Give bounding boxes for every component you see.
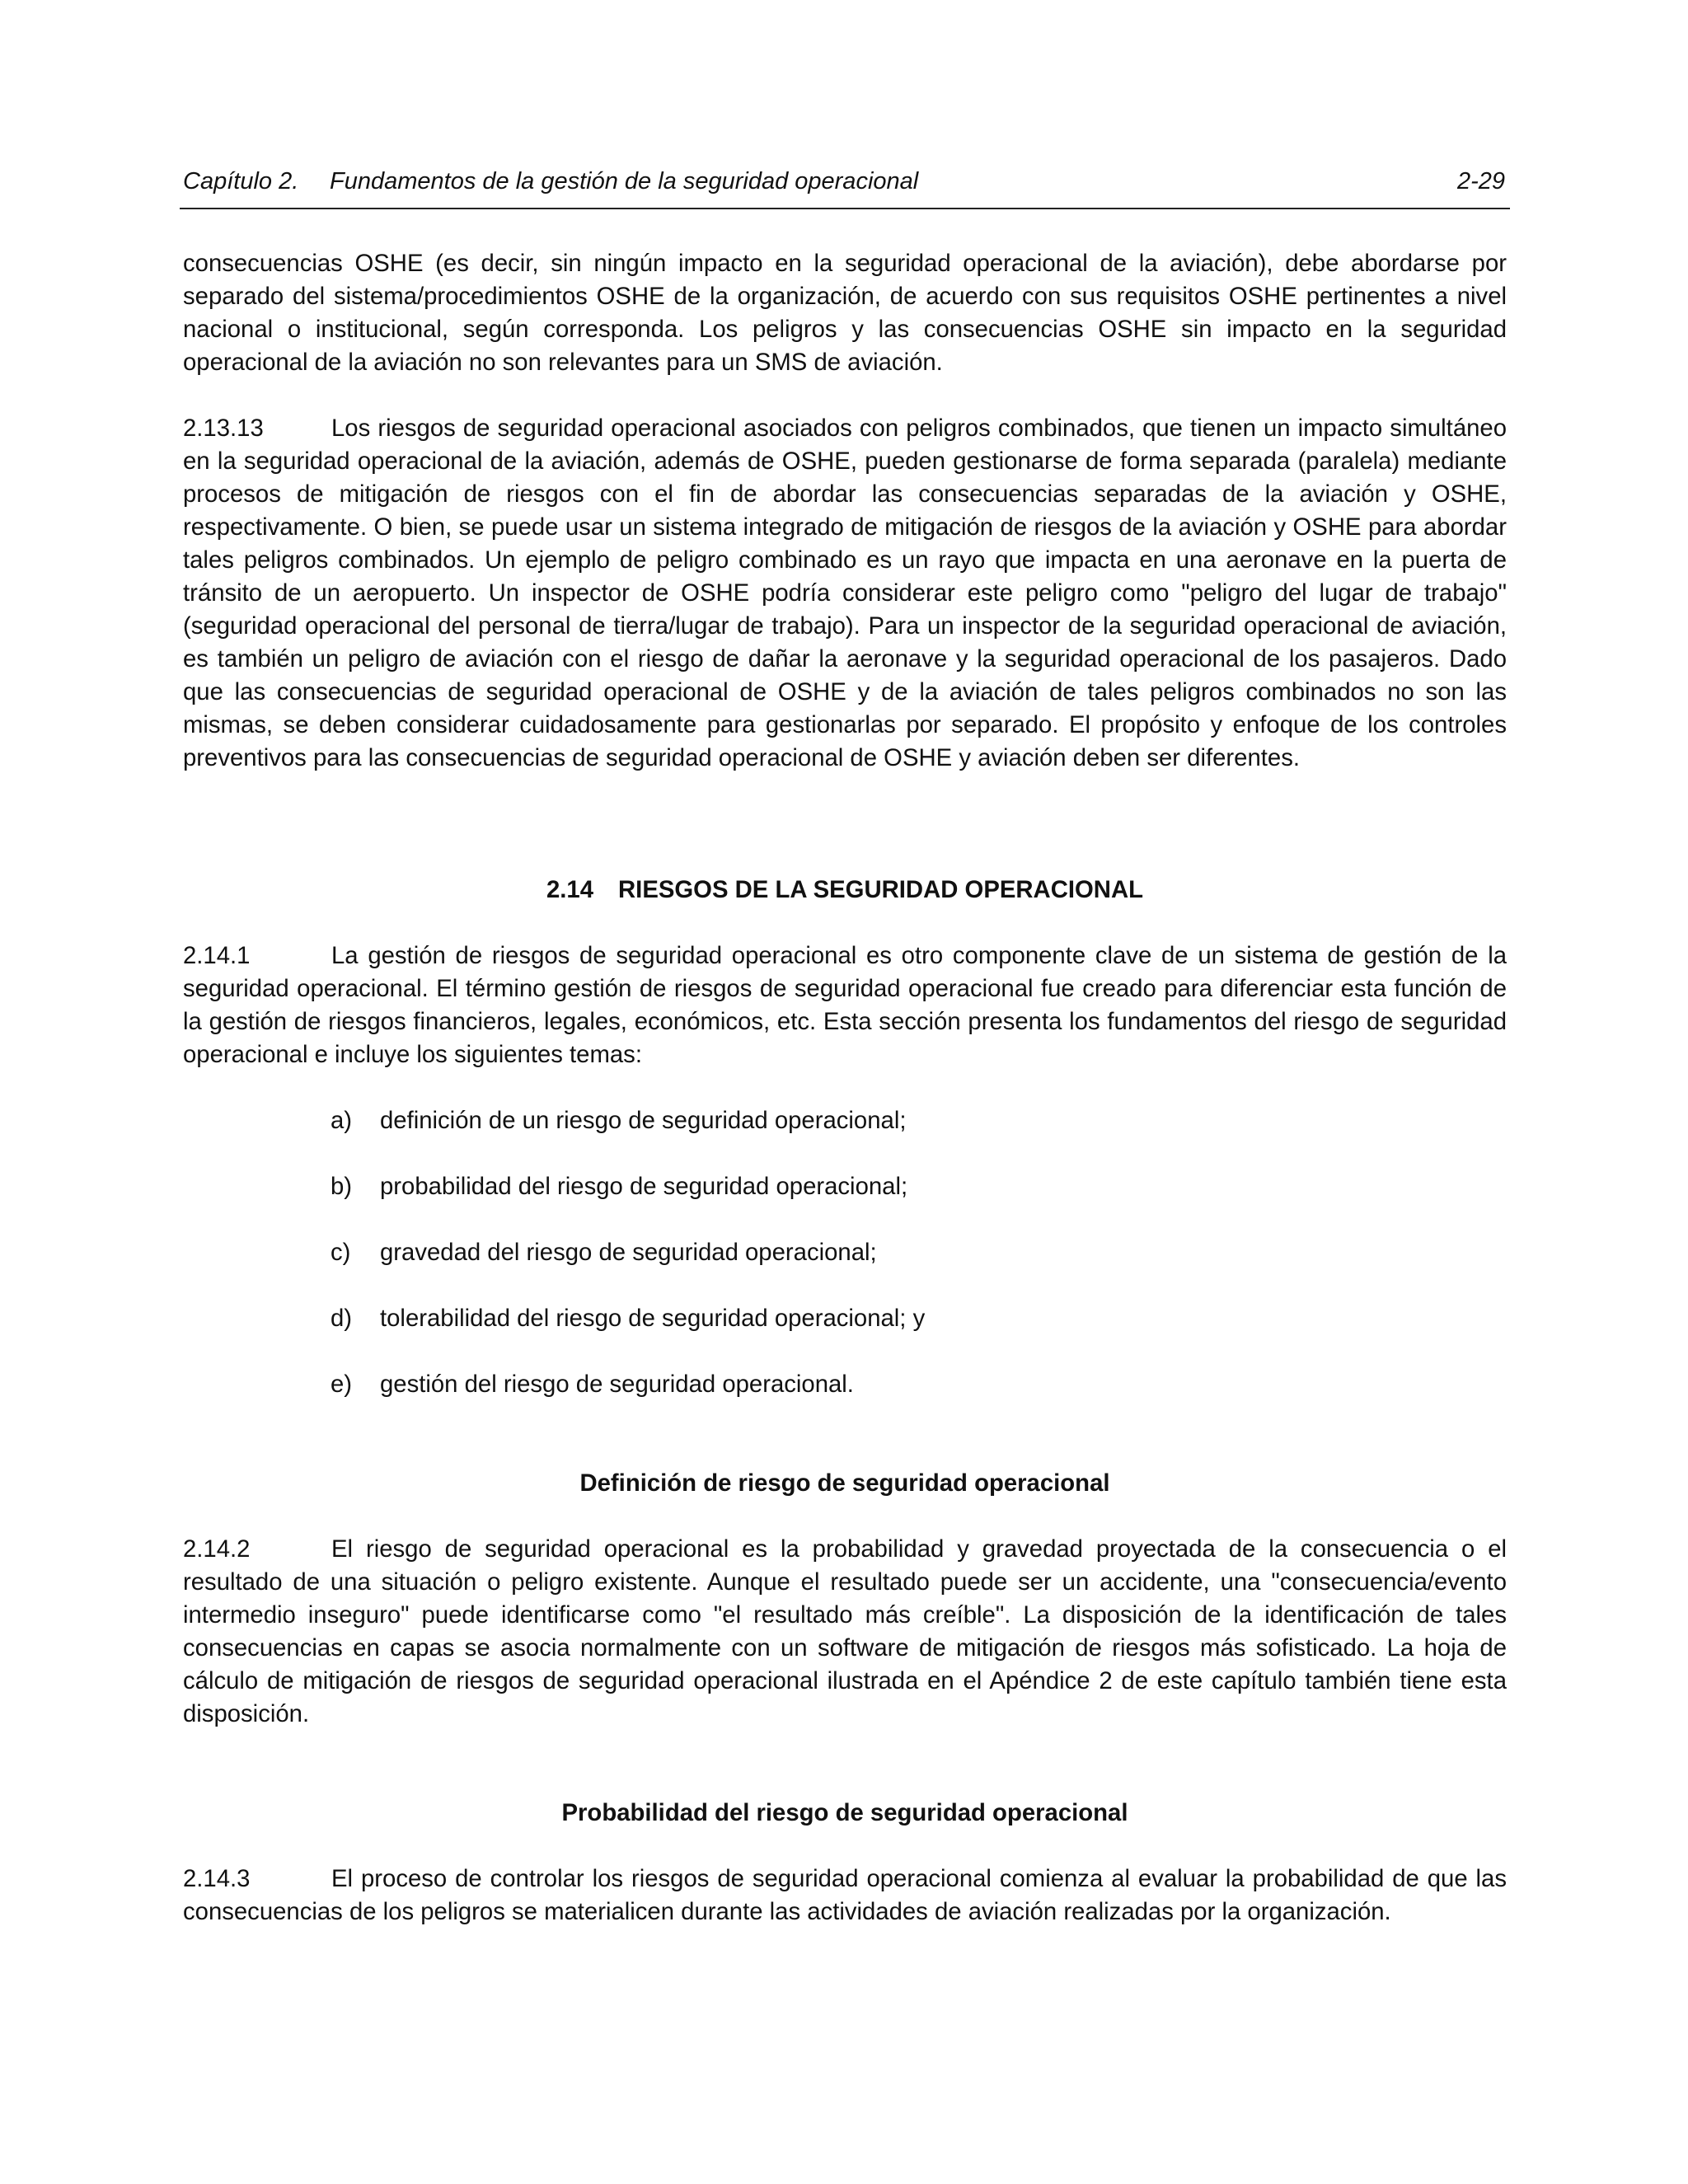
header-chapter: Capítulo 2. (183, 168, 299, 194)
paragraph-text: El riesgo de seguridad operacional es la probabilidad y gravedad proyectada de la consecuencia o el resultado de una situación o peligro existente. Aunque el resultado puede ser un accidente, una "consecuencia/evento intermedio inseguro" puede identificarse como "el resultado más creíble". La disposición de la identificación de tales consecuencias en capas se asocia normalmente con un software de mitigación de riesgos más sofisticado. La hoja de cálculo de mitigación de riesgos de seguridad operacional ilustrada en el Apéndice 2 de este capítulo también tiene esta disposición. (183, 1535, 1507, 1727)
paragraph-text: consecuencias OSHE (es decir, sin ningún impacto en la seguridad operacional de la aviación), debe abordarse por separado del sistema/procedimientos OSHE de la organización, de acuerdo con sus requisitos OSHE pertinentes a nivel nacional o institucional, según corresponda. Los peligros y las consecuencias OSHE sin impacto en la seguridad operacional de la aviación no son relevantes para un SMS de aviación. (183, 250, 1507, 376)
list-item (183, 1104, 1507, 1137)
paragraph-number: 2.14.2 (183, 1535, 251, 1563)
section-title: RIESGOS DE LA SEGURIDAD OPERACIONAL (618, 876, 1144, 903)
list-item-marker: d) (331, 1305, 353, 1332)
paragraph-2-14-3 (183, 1863, 1507, 1929)
list-item-text: gestión del riesgo de seguridad operacional. (380, 1371, 854, 1398)
page-header (180, 165, 1510, 209)
header-page-number: 2-29 (1456, 168, 1505, 194)
list-item (183, 1236, 1507, 1269)
paragraph-text: La gestión de riesgos de seguridad operacional es otro componente clave de un sistema de gestión de la seguridad operacional. El término gestión de riesgos de seguridad operacional fue creado para diferenciar esta función de la gestión de riesgos financieros, legales, económicos, etc. Esta sección presenta los fundamentos del riesgo de seguridad operacional e incluye los siguientes temas: (183, 942, 1507, 1068)
subsection-heading-definition: Definición de riesgo de seguridad operacional (579, 1469, 1110, 1497)
paragraph-2-14-2 (183, 1533, 1507, 1731)
paragraph-2-13-13 (183, 412, 1507, 775)
paragraph-number: 2.14.1 (183, 942, 251, 969)
list-item-marker: a) (331, 1107, 353, 1134)
header-title: Fundamentos de la gestión de la seguridad operacional (330, 168, 919, 194)
paragraph-continuation (183, 247, 1507, 379)
subsection-heading-probability: Probabilidad del riesgo de seguridad operacional (561, 1799, 1128, 1826)
list-item-text: gravedad del riesgo de seguridad operacional; (380, 1239, 877, 1266)
list-item-marker: c) (331, 1239, 351, 1266)
section-heading (183, 874, 1507, 907)
section-number: 2.14 (546, 876, 594, 903)
list-item-marker: b) (331, 1173, 353, 1200)
list-item (183, 1302, 1507, 1335)
list-item-text: definición de un riesgo de seguridad operacional; (380, 1107, 907, 1134)
paragraph-number: 2.14.3 (183, 1865, 251, 1892)
paragraph-text: Los riesgos de seguridad operacional asociados con peligros combinados, que tienen un impacto simultáneo en la seguridad operacional de la aviación, además de OSHE, pueden gestionarse de forma separada (paralela) mediante procesos de mitigación de riesgos con el fin de abordar las consecuencias separadas de la aviación y OSHE, respectivamente. O bien, se puede usar un sistema integrado de mitigación de riesgos de la aviación y OSHE para abordar tales peligros combinados. Un ejemplo de peligro combinado es un rayo que impacta en una aeronave en la puerta de tránsito de un aeropuerto. Un inspector de OSHE podría considerar este peligro como "peligro del lugar de trabajo" (seguridad operacional del personal de tierra/lugar de trabajo). Para un inspector de la seguridad operacional de aviación, es también un peligro de aviación con el riesgo de dañar la aeronave y la seguridad operacional de los pasajeros. Dado que las consecuencias de seguridad operacional de OSHE y de la aviación de tales peligros combinados no son las mismas, se deben considerar cuidadosamente para gestionarlas por separado. El propósito y enfoque de los controles preventivos para las consecuencias de seguridad operacional de OSHE y aviación deben ser diferentes. (183, 415, 1507, 771)
page-body (183, 247, 1507, 1961)
list-item (183, 1170, 1507, 1203)
topics-list (183, 1104, 1507, 1401)
list-item (183, 1368, 1507, 1401)
list-item-marker: e) (331, 1371, 353, 1398)
paragraph-2-14-1 (183, 940, 1507, 1071)
list-item-text: tolerabilidad del riesgo de seguridad operacional; y (380, 1305, 926, 1332)
list-item-text: probabilidad del riesgo de seguridad operacional; (380, 1173, 908, 1200)
paragraph-number: 2.13.13 (183, 415, 264, 442)
paragraph-text: El proceso de controlar los riesgos de seguridad operacional comienza al evaluar la probabilidad de que las consecuencias de los peligros se materialicen durante las actividades de aviación realizadas por la organización. (183, 1865, 1507, 1925)
